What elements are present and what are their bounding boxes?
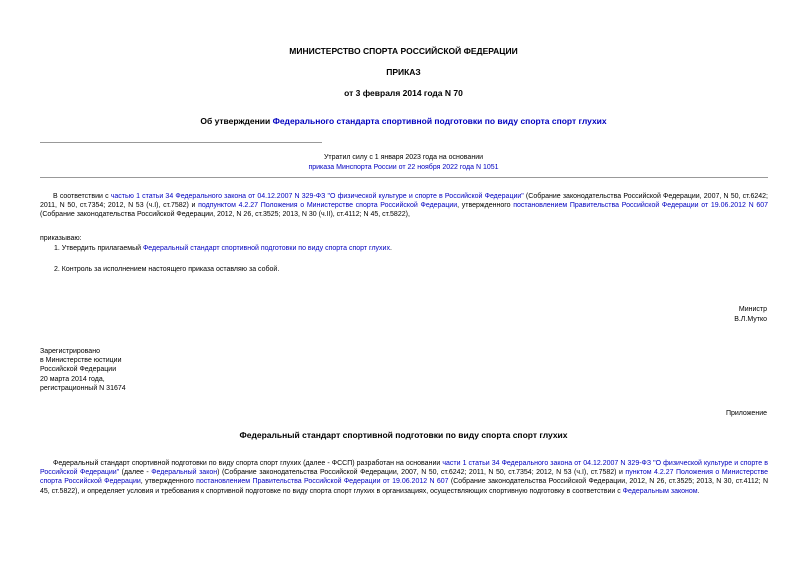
preamble-text-3: , утвержденного (457, 202, 514, 210)
order-word: приказываю: (40, 235, 82, 242)
standard-text-1: Федеральный стандарт спортивной подготовки по виду спорта спорт глухих (далее - ФССП) разработан на основании (53, 460, 443, 467)
registration-line: Зарегистрировано (40, 348, 100, 355)
standard-regulation-link[interactable]: пунктом 4.2.27 Положения о Министерстве спорта Российской Федерации (40, 469, 768, 486)
registration-line: в Министерстве юстиции (40, 357, 122, 365)
standard-text-6: . (697, 487, 700, 495)
divider-long (40, 177, 768, 178)
signature-position: Министр (738, 306, 767, 313)
preamble-regulation-link[interactable]: подпунктом 4.2.27 Положения о Министерстве спорта Российской Федерации (198, 202, 458, 210)
standard-text-4: , утвержденного (140, 478, 197, 486)
signature-name: В.Л.Мутко (734, 316, 767, 323)
standard-federal-law-link[interactable]: Федеральный закон (151, 469, 218, 477)
void-notice-line: Утратил силу с 1 января 2023 года на основании (323, 154, 484, 161)
preamble-text-1: В соответствии с (53, 193, 111, 200)
standard-text-3: ) (Собрание законодательства Российской Федерации, 2007, N 50, ст.6242; 2011, N 50, ст.7354; 2012, N 53 (ч.I), ст.7582) и (217, 469, 626, 477)
registration-line: регистрационный N 31674 (40, 384, 126, 392)
date-number-heading: от 3 февраля 2014 года N 70 (344, 88, 463, 98)
preamble-law-link[interactable]: частью 1 статьи 34 Федерального закона от 04.12.2007 N 329-ФЗ "О физической культуре и спорте в Российской Федерации" (110, 193, 524, 200)
void-notice-link[interactable]: приказа Минспорта России от 22 ноября 2022 года N 1051 (308, 164, 499, 171)
preamble-text-4: (Собрание законодательства Российской Федерации, 2012, N 26, ст.3525; 2013, N 30 (ч.II), ст.4112; N 45, ст.5822), (40, 211, 410, 219)
standard-federal-law-link-2[interactable]: Федеральным законом (622, 487, 698, 495)
standard-paragraph (40, 459, 768, 496)
appendix-label: Приложение (725, 410, 767, 417)
preamble-decree-link[interactable]: постановлением Правительства Российской Федерации от 19.06.2012 N 607 (513, 202, 769, 210)
item1-standard-link[interactable]: Федеральный стандарт спортивной подготовки по виду спорта спорт глухих (142, 245, 390, 252)
standard-text-5: (Собрание законодательства Российской Федерации, 2012, N 26, ст.3525; 2013, N 30, ст.4112; N 45, ст.5822), и определяет условия и требования к спортивной подготовке по виду спорта спорт глухих в организациях, осуществляющих спортивную подготовку в соответствии с (40, 478, 769, 495)
standard-heading: Федеральный стандарт спортивной подготовки по виду спорта спорт глухих (239, 430, 568, 440)
divider-top (40, 142, 322, 143)
preamble-paragraph (40, 192, 768, 220)
doc-type-heading: ПРИКАЗ (386, 67, 421, 77)
order-item-2: 2. Контроль за исполнением настоящего приказа оставляю за собой. (54, 266, 280, 273)
registration-line: Российской Федерации (40, 366, 117, 374)
title-link[interactable]: Федерального стандарта спортивной подготовки по виду спорта спорт глухих (272, 116, 607, 126)
standard-law-link[interactable]: части 1 статьи 34 Федерального закона от 04.12.2007 N 329-ФЗ "О физической культуре и спорте в Российской Федерации" (40, 460, 768, 477)
order-item-1 (54, 244, 392, 253)
title-prefix: Об утверждении (200, 116, 273, 126)
ministry-heading: МИНИСТЕРСТВО СПОРТА РОССИЙСКОЙ ФЕДЕРАЦИИ (289, 46, 518, 56)
item1-end: . (389, 245, 392, 252)
registration-block (40, 347, 126, 393)
void-notice-link-wrap (0, 163, 807, 172)
standard-text-2: (далее - (119, 469, 152, 477)
standard-decree-link[interactable]: постановлением Правительства Российской Федерации от 19.06.2012 N 607 (196, 478, 449, 486)
item1-text: 1. Утвердить прилагаемый (54, 245, 143, 252)
registration-line: 20 марта 2014 года, (40, 375, 105, 383)
document-title (0, 116, 807, 126)
preamble-text-2: (Собрание законодательства Российской Федерации, 2007, N 50, ст.6242; 2011, N 50, ст.7354; 2012, N 53 (ч.I), ст.7582) и (40, 193, 768, 210)
